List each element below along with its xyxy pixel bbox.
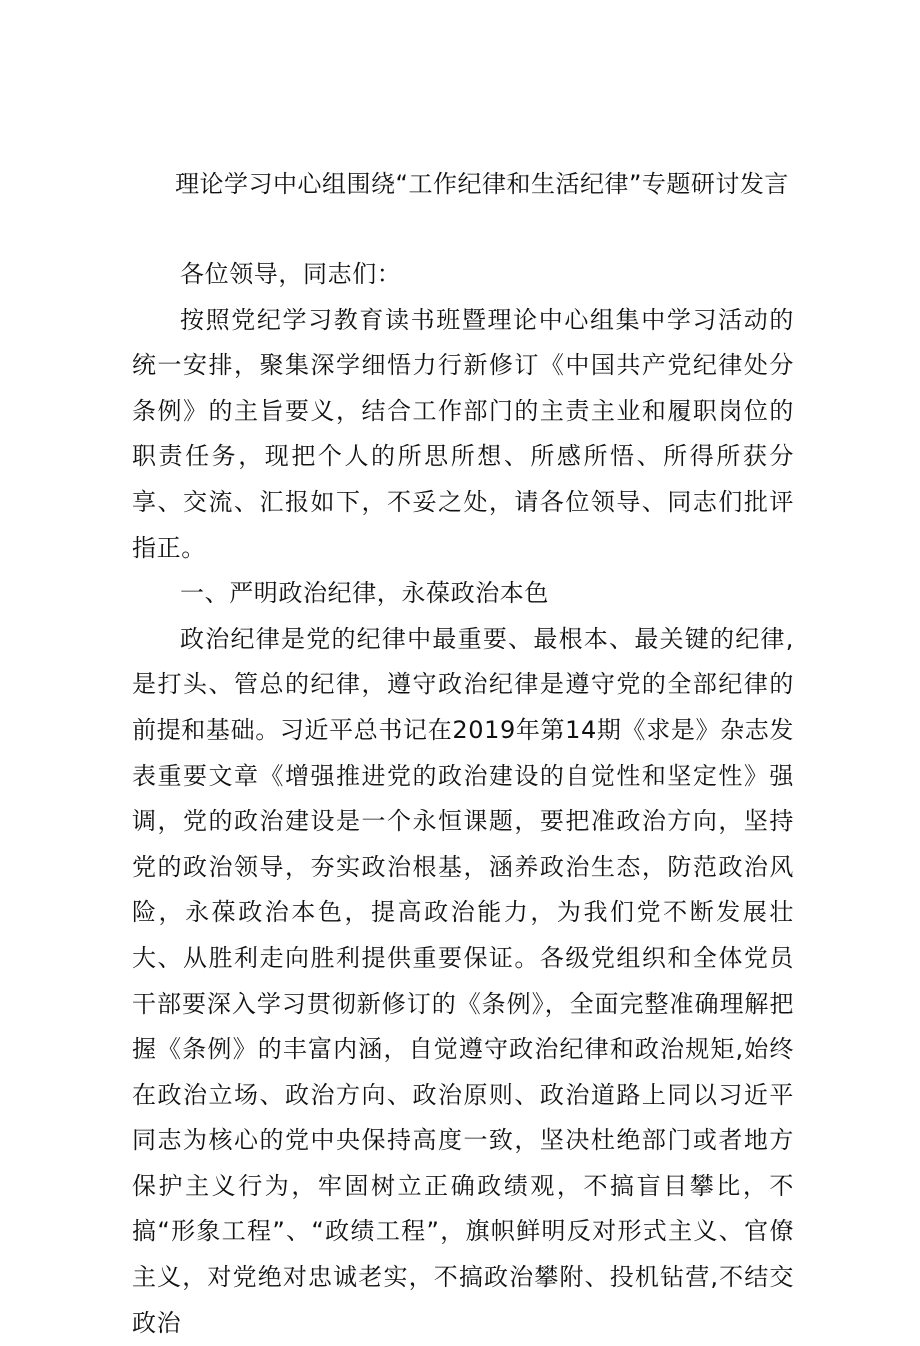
document-title: 理论学习中心组围绕“工作纪律和生活纪律”专题研讨发言	[175, 170, 789, 198]
section-paragraph: 政治纪律是党的纪律中最重要、最根本、最关键的纪律,是打头、管总的纪律，遵守政治纪律是遵守党的全部纪律的前提和基础。习近平总书记在2019年第14期《求是》杂志发表重要文章《增强推进党的政治建设的自觉性和坚定性》强调，党的政治建设是一个永恒课题，要把准政治方向，坚持党的政治领导，夯实政治根基，涵养政治生态，防范政治风险，永葆政治本色，提高政治能力，为我们党不断发展壮大、从胜利走向胜利提供重要保证。各级党组织和全体党员干部要深入学习贯彻新修订的《条例》，全面完整准确理解把握《条例》的丰富内涵，自觉遵守政治纪律和政治规矩,始终在政治立场、政治方向、政治原则、政治道路上同以习近平同志为核心的党中央保持高度一致，坚决杜绝部门或者地方保护主义行为，牢固树立正确政绩观，不搞盲目攀比，不搞“形象工程”、“政绩工程”，旗帜鲜明反对形式主义、官僚主义，对党绝对忠诚老实，不搞政治攀附、投机钻营,不结交政治	[132, 624, 794, 1337]
salutation: 各位领导，同志们：	[180, 260, 402, 288]
intro-paragraph: 按照党纪学习教育读书班暨理论中心组集中学习活动的统一安排，聚集深学细悟力行新修订《中国共产党纪律处分条例》的主旨要义，结合工作部门的主责主业和履职岗位的职责任务，现把个人的所思所想、所感所悟、所得所获分享、交流、汇报如下，不妥之处，请各位领导、同志们批评指正。	[132, 305, 794, 562]
section-heading: 一、严明政治纪律，永葆政治本色	[180, 579, 549, 608]
document-body	[132, 252, 794, 1346]
